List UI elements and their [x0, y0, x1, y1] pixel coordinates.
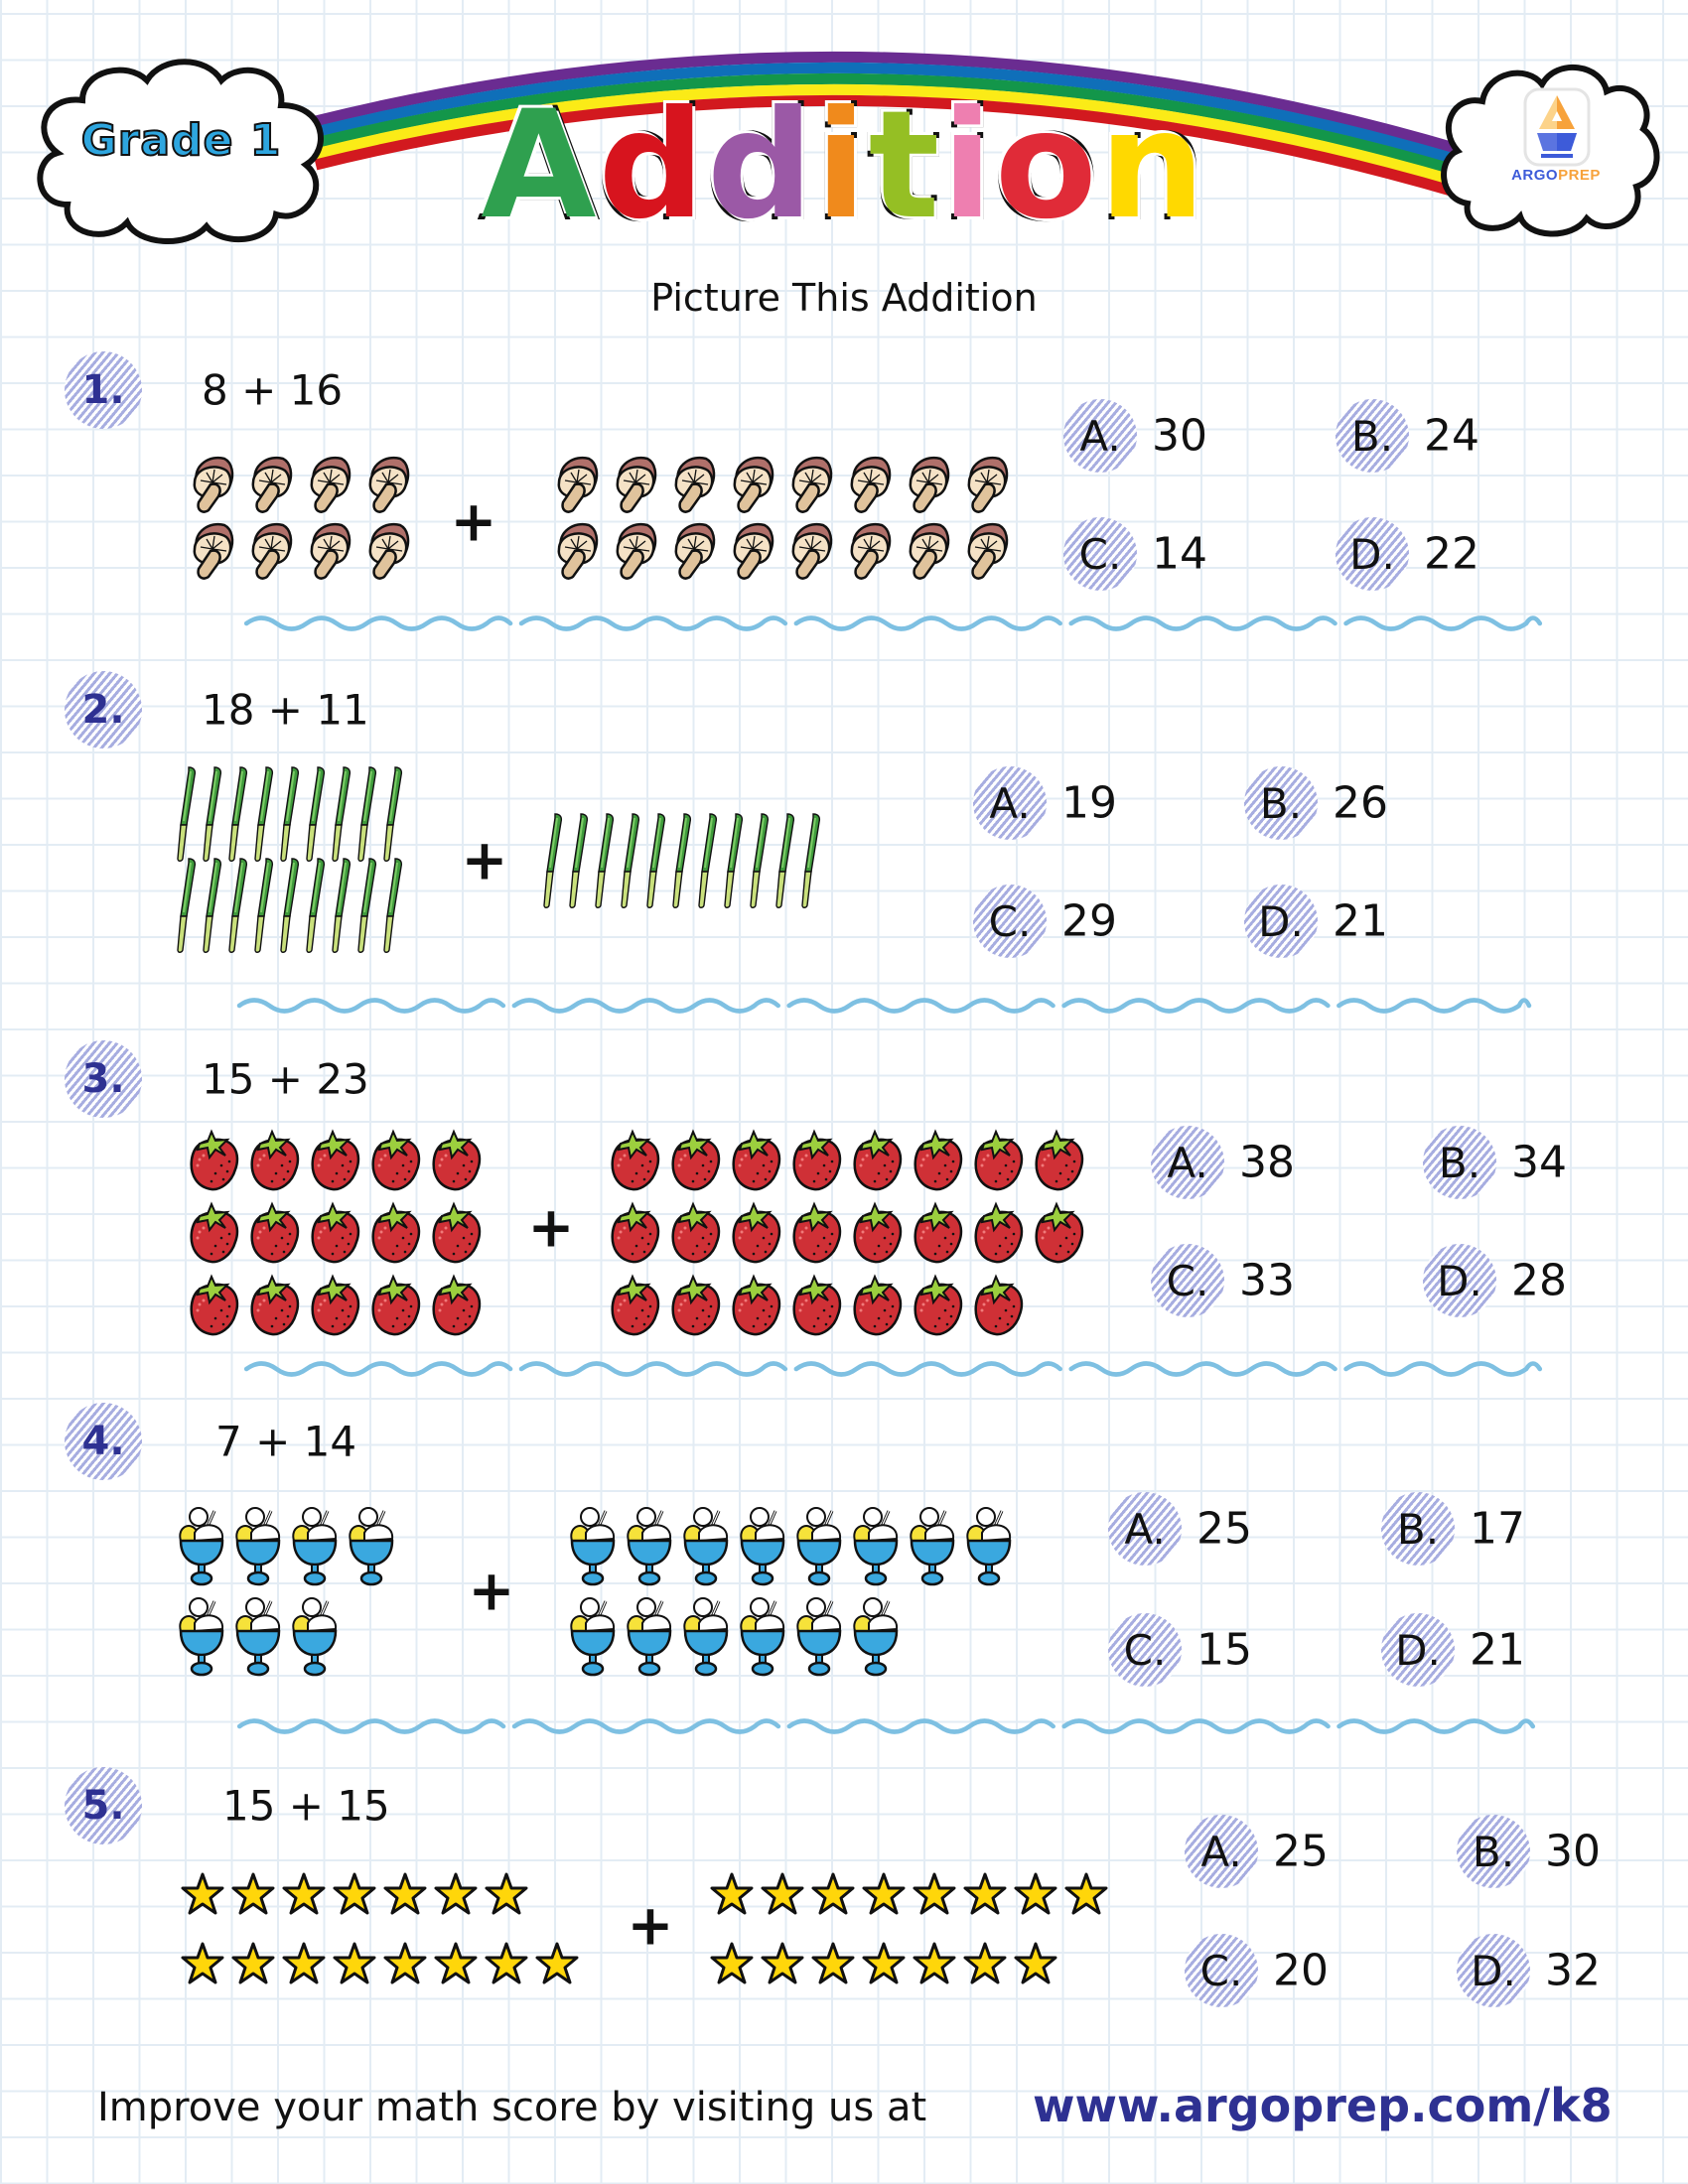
choice-value[interactable]: 22 — [1424, 528, 1479, 580]
choice-letter-badge[interactable]: D. — [1244, 885, 1318, 958]
strawberry-icon — [248, 1200, 302, 1264]
choice-letter-badge[interactable]: D. — [1423, 1244, 1496, 1317]
right-icon-row — [568, 1595, 901, 1677]
problem-number-badge: 1. — [65, 351, 142, 429]
choice-value[interactable]: 25 — [1273, 1826, 1329, 1877]
mushroom-icon — [787, 519, 835, 581]
ice-cream-sundae-icon — [908, 1505, 957, 1586]
mushroom-icon — [670, 519, 718, 581]
leek-icon — [569, 812, 589, 909]
leek-icon — [724, 812, 744, 909]
strawberry-icon — [248, 1273, 302, 1336]
footer-text: Improve your math score by visiting us at — [97, 2085, 927, 2130]
ice-cream-sundae-icon — [625, 1595, 674, 1677]
plus-sign: + — [461, 828, 508, 893]
ice-cream-sundae-icon — [347, 1505, 396, 1586]
ice-cream-sundae-icon — [738, 1595, 787, 1677]
mushroom-icon — [846, 519, 894, 581]
leek-icon — [306, 857, 326, 954]
problem-expression: 8 + 16 — [202, 365, 344, 415]
problem-expression: 15 + 15 — [222, 1781, 390, 1831]
strawberry-icon — [309, 1128, 362, 1191]
left-icon-row — [181, 1872, 528, 1916]
choice-value[interactable]: 28 — [1511, 1255, 1567, 1306]
star-icon — [485, 1872, 528, 1916]
problem-expression: 7 + 14 — [215, 1417, 357, 1466]
strawberry-icon — [369, 1273, 423, 1336]
leek-icon — [280, 857, 300, 954]
strawberry-icon — [972, 1273, 1026, 1336]
leek-icon — [280, 765, 300, 863]
star-icon — [811, 1872, 855, 1916]
problem-number-badge: 3. — [65, 1040, 142, 1118]
logo-part-prep: PREP — [1558, 167, 1601, 184]
strawberry-icon — [1033, 1128, 1086, 1191]
mushroom-icon — [905, 453, 952, 514]
strawberry-icon — [912, 1128, 965, 1191]
choice-value[interactable]: 33 — [1239, 1255, 1295, 1306]
leek-icon — [203, 857, 222, 954]
right-icon-row — [543, 812, 821, 909]
mushroom-icon — [612, 453, 659, 514]
ice-cream-sundae-icon — [794, 1505, 844, 1586]
star-icon — [333, 1942, 376, 1985]
strawberry-icon — [972, 1128, 1026, 1191]
left-icon-row — [177, 857, 403, 954]
choice-letter-badge[interactable]: A. — [973, 766, 1047, 840]
choice-letter-badge[interactable]: A. — [1108, 1492, 1182, 1566]
grade-label: Grade 1 — [80, 114, 282, 166]
plus-sign: + — [468, 1559, 515, 1624]
strawberry-icon — [851, 1200, 905, 1264]
left-icon-row — [189, 519, 412, 581]
star-icon — [963, 1872, 1007, 1916]
leek-icon — [775, 812, 795, 909]
ice-cream-sundae-icon — [568, 1505, 618, 1586]
logo-part-argo: ARGO — [1511, 167, 1559, 184]
right-icon-row — [710, 1872, 1108, 1916]
right-icon-row — [609, 1200, 1086, 1264]
star-icon — [282, 1942, 326, 1985]
strawberry-icon — [369, 1200, 423, 1264]
mushroom-icon — [553, 453, 601, 514]
right-icon-row — [568, 1505, 1014, 1586]
ice-cream-sundae-icon — [290, 1595, 340, 1677]
star-icon — [181, 1872, 224, 1916]
star-icon — [1014, 1942, 1057, 1985]
choice-value[interactable]: 21 — [1470, 1624, 1525, 1676]
right-icon-row — [553, 519, 1011, 581]
ice-cream-sundae-icon — [681, 1595, 731, 1677]
mushroom-icon — [247, 519, 295, 581]
choice-value[interactable]: 26 — [1333, 777, 1388, 829]
problem-expression: 18 + 11 — [202, 685, 369, 735]
strawberry-icon — [188, 1200, 241, 1264]
leek-icon — [750, 812, 770, 909]
strawberry-icon — [609, 1128, 662, 1191]
footer-link[interactable]: www.argoprep.com/k8 — [1033, 2079, 1613, 2132]
leek-icon — [228, 765, 248, 863]
choice-value[interactable]: 29 — [1061, 895, 1117, 947]
plus-sign: + — [627, 1893, 674, 1959]
argoprep-logo-icon — [1517, 87, 1597, 167]
ice-cream-sundae-icon — [568, 1595, 618, 1677]
star-icon — [282, 1872, 326, 1916]
title-letter: A — [481, 79, 599, 252]
choice-letter-badge[interactable]: C. — [1185, 1934, 1258, 2007]
mushroom-icon — [846, 453, 894, 514]
leek-icon — [595, 812, 615, 909]
star-icon — [811, 1942, 855, 1985]
left-icon-row — [177, 765, 403, 863]
star-icon — [231, 1872, 275, 1916]
strawberry-icon — [912, 1273, 965, 1336]
ice-cream-sundae-icon — [177, 1505, 226, 1586]
strawberry-icon — [430, 1200, 484, 1264]
choice-letter-badge[interactable]: B. — [1336, 399, 1409, 473]
mushroom-icon — [905, 519, 952, 581]
strawberry-icon — [430, 1128, 484, 1191]
choice-value[interactable]: 14 — [1152, 528, 1207, 580]
strawberry-icon — [790, 1128, 844, 1191]
ice-cream-sundae-icon — [290, 1505, 340, 1586]
strawberry-icon — [851, 1273, 905, 1336]
choice-letter-badge[interactable]: A. — [1063, 399, 1137, 473]
ice-cream-sundae-icon — [964, 1505, 1014, 1586]
right-icon-row — [710, 1942, 1057, 1985]
star-icon — [761, 1872, 804, 1916]
star-icon — [1064, 1872, 1108, 1916]
strawberry-icon — [248, 1128, 302, 1191]
plus-sign: + — [527, 1195, 575, 1261]
strawberry-icon — [309, 1273, 362, 1336]
title-letter: d — [598, 79, 707, 252]
leek-icon — [383, 765, 403, 863]
strawberry-icon — [669, 1273, 723, 1336]
star-icon — [1014, 1872, 1057, 1916]
mushroom-icon — [553, 519, 601, 581]
choice-value[interactable]: 38 — [1239, 1137, 1295, 1188]
star-icon — [434, 1942, 478, 1985]
strawberry-icon — [730, 1200, 783, 1264]
choice-letter-badge[interactable]: A. — [1151, 1126, 1224, 1199]
ice-cream-sundae-icon — [233, 1505, 283, 1586]
choice-value[interactable]: 34 — [1511, 1137, 1567, 1188]
argoprep-logo-text — [1501, 167, 1611, 184]
strawberry-icon — [972, 1200, 1026, 1264]
leek-icon — [621, 812, 640, 909]
choice-value[interactable]: 25 — [1196, 1503, 1252, 1555]
choice-letter-badge[interactable]: D. — [1457, 1934, 1530, 2007]
strawberry-icon — [790, 1273, 844, 1336]
left-icon-row — [188, 1128, 484, 1191]
problem-number-badge: 4. — [65, 1403, 142, 1480]
choice-value[interactable]: 30 — [1545, 1826, 1601, 1877]
leek-icon — [332, 857, 352, 954]
title-letter: o — [994, 79, 1099, 252]
strawberry-icon — [790, 1200, 844, 1264]
ice-cream-sundae-icon — [851, 1505, 901, 1586]
choice-value[interactable]: 15 — [1196, 1624, 1252, 1676]
mushroom-icon — [963, 519, 1011, 581]
left-icon-row — [181, 1942, 579, 1985]
star-icon — [333, 1872, 376, 1916]
mushroom-icon — [963, 453, 1011, 514]
choice-value[interactable]: 19 — [1061, 777, 1117, 829]
leek-icon — [543, 812, 563, 909]
choice-letter-badge[interactable]: C. — [1063, 517, 1137, 591]
leek-icon — [306, 765, 326, 863]
strawberry-icon — [369, 1128, 423, 1191]
right-icon-row — [553, 453, 1011, 514]
wavy-divider — [181, 1715, 1592, 1741]
mushroom-icon — [787, 453, 835, 514]
star-icon — [535, 1942, 579, 1985]
mushroom-icon — [364, 519, 412, 581]
wavy-divider — [188, 1358, 1599, 1384]
right-icon-row — [609, 1128, 1086, 1191]
star-icon — [383, 1872, 427, 1916]
choice-letter-badge[interactable]: B. — [1244, 766, 1318, 840]
star-icon — [710, 1872, 754, 1916]
strawberry-icon — [669, 1128, 723, 1191]
choice-value[interactable]: 24 — [1424, 410, 1479, 462]
star-icon — [862, 1872, 906, 1916]
star-icon — [434, 1872, 478, 1916]
mushroom-icon — [729, 453, 776, 514]
choice-letter-badge[interactable]: D. — [1336, 517, 1409, 591]
left-icon-row — [188, 1200, 484, 1264]
leek-icon — [254, 857, 274, 954]
choice-letter-badge[interactable]: C. — [973, 885, 1047, 958]
strawberry-icon — [430, 1273, 484, 1336]
strawberry-icon — [730, 1128, 783, 1191]
mushroom-icon — [364, 453, 412, 514]
wavy-divider — [188, 613, 1599, 638]
mushroom-icon — [306, 519, 353, 581]
mushroom-icon — [612, 519, 659, 581]
leek-icon — [383, 857, 403, 954]
strawberry-icon — [309, 1200, 362, 1264]
star-icon — [761, 1942, 804, 1985]
leek-icon — [672, 812, 692, 909]
choice-value[interactable]: 17 — [1470, 1503, 1525, 1555]
worksheet-subtitle: Picture This Addition — [650, 276, 1038, 320]
star-icon — [710, 1942, 754, 1985]
title-letter: t — [868, 79, 942, 252]
left-icon-row — [188, 1273, 484, 1336]
problem-expression: 15 + 23 — [202, 1054, 369, 1104]
leek-icon — [203, 765, 222, 863]
strawberry-icon — [188, 1273, 241, 1336]
leek-icon — [332, 765, 352, 863]
star-icon — [231, 1942, 275, 1985]
ice-cream-sundae-icon — [681, 1505, 731, 1586]
leek-icon — [801, 812, 821, 909]
strawberry-icon — [609, 1200, 662, 1264]
mushroom-icon — [729, 519, 776, 581]
leek-icon — [698, 812, 718, 909]
strawberry-icon — [912, 1200, 965, 1264]
mushroom-icon — [306, 453, 353, 514]
choice-letter-badge[interactable]: A. — [1185, 1815, 1258, 1888]
title-letter: d — [706, 79, 816, 252]
ice-cream-sundae-icon — [851, 1595, 901, 1677]
ice-cream-sundae-icon — [177, 1595, 226, 1677]
title-letter: i — [941, 79, 995, 252]
leek-icon — [228, 857, 248, 954]
strawberry-icon — [730, 1273, 783, 1336]
plus-sign: + — [450, 489, 497, 555]
choice-letter-badge[interactable]: D. — [1381, 1613, 1455, 1687]
left-icon-row — [177, 1505, 396, 1586]
left-icon-row — [177, 1595, 340, 1677]
leek-icon — [177, 765, 197, 863]
strawberry-icon — [188, 1128, 241, 1191]
choice-letter-badge[interactable]: B. — [1381, 1492, 1455, 1566]
strawberry-icon — [1033, 1200, 1086, 1264]
star-icon — [383, 1942, 427, 1985]
mushroom-icon — [247, 453, 295, 514]
problem-number-badge: 2. — [65, 671, 142, 749]
choice-letter-badge[interactable]: B. — [1457, 1815, 1530, 1888]
title-letter: i — [815, 79, 869, 252]
right-icon-row — [609, 1273, 1026, 1336]
leek-icon — [646, 812, 666, 909]
choice-letter-badge[interactable]: C. — [1151, 1244, 1224, 1317]
mushroom-icon — [670, 453, 718, 514]
mushroom-icon — [189, 453, 236, 514]
leek-icon — [357, 765, 377, 863]
strawberry-icon — [609, 1273, 662, 1336]
ice-cream-sundae-icon — [738, 1505, 787, 1586]
wavy-divider — [181, 995, 1588, 1021]
leek-icon — [177, 857, 197, 954]
left-icon-row — [189, 453, 412, 514]
strawberry-icon — [851, 1128, 905, 1191]
page-title — [481, 79, 1207, 252]
ice-cream-sundae-icon — [233, 1595, 283, 1677]
star-icon — [913, 1942, 956, 1985]
star-icon — [485, 1942, 528, 1985]
title-letter: n — [1098, 79, 1207, 252]
choice-letter-badge[interactable]: B. — [1423, 1126, 1496, 1199]
star-icon — [963, 1942, 1007, 1985]
ice-cream-sundae-icon — [625, 1505, 674, 1586]
problem-number-badge: 5. — [65, 1767, 142, 1844]
strawberry-icon — [669, 1200, 723, 1264]
star-icon — [862, 1942, 906, 1985]
choice-letter-badge[interactable]: C. — [1108, 1613, 1182, 1687]
choice-value[interactable]: 32 — [1545, 1945, 1601, 1996]
ice-cream-sundae-icon — [794, 1595, 844, 1677]
leek-icon — [254, 765, 274, 863]
choice-value[interactable]: 21 — [1333, 895, 1388, 947]
choice-value[interactable]: 30 — [1152, 410, 1207, 462]
star-icon — [181, 1942, 224, 1985]
mushroom-icon — [189, 519, 236, 581]
choice-value[interactable]: 20 — [1273, 1945, 1329, 1996]
star-icon — [913, 1872, 956, 1916]
leek-icon — [357, 857, 377, 954]
